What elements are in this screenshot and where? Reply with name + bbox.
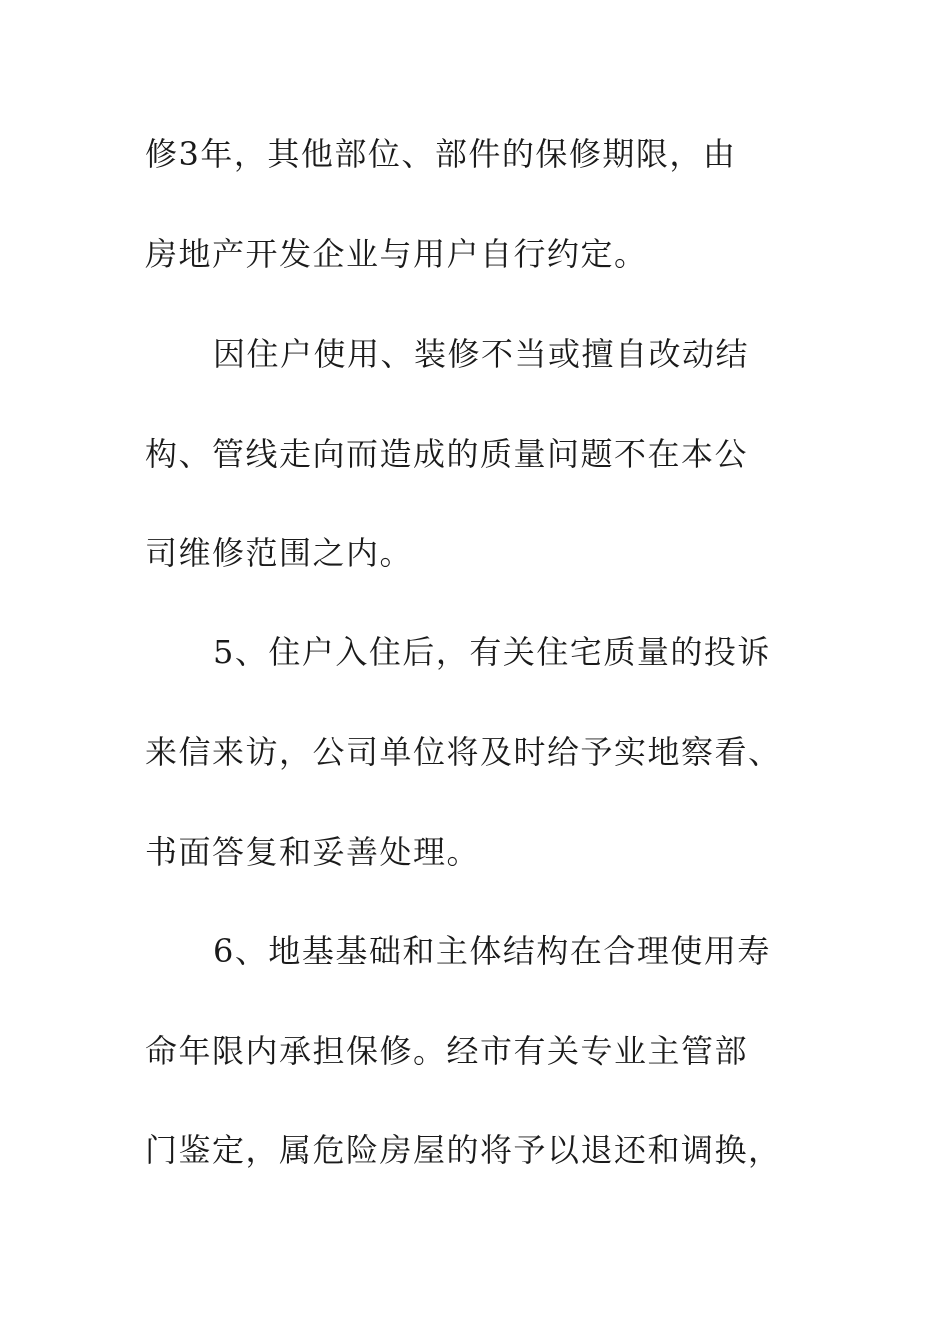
text-line: 来信来访，公司单位将及时给予实地察看、 (145, 733, 782, 771)
text-line: 修3年，其他部位、部件的保修期限，由 (145, 135, 737, 173)
text-line: 司维修范围之内。 (145, 534, 414, 572)
paragraph-start-line: 5、住户入住后，有关住宅质量的投诉 (213, 633, 771, 671)
text-line: 房地产开发企业与用户自行约定。 (145, 235, 648, 273)
text-line: 命年限内承担保修。经市有关专业主管部 (145, 1032, 749, 1070)
text-line: 构、管线走向而造成的质量问题不在本公 (145, 435, 749, 473)
paragraph-start-line: 6、地基基础和主体结构在合理使用寿 (213, 932, 771, 970)
text-line: 门鉴定，属危险房屋的将予以退还和调换， (145, 1131, 782, 1169)
text-line: 书面答复和妥善处理。 (145, 833, 481, 871)
paragraph-start-line: 因住户使用、装修不当或擅自改动结 (213, 335, 750, 373)
